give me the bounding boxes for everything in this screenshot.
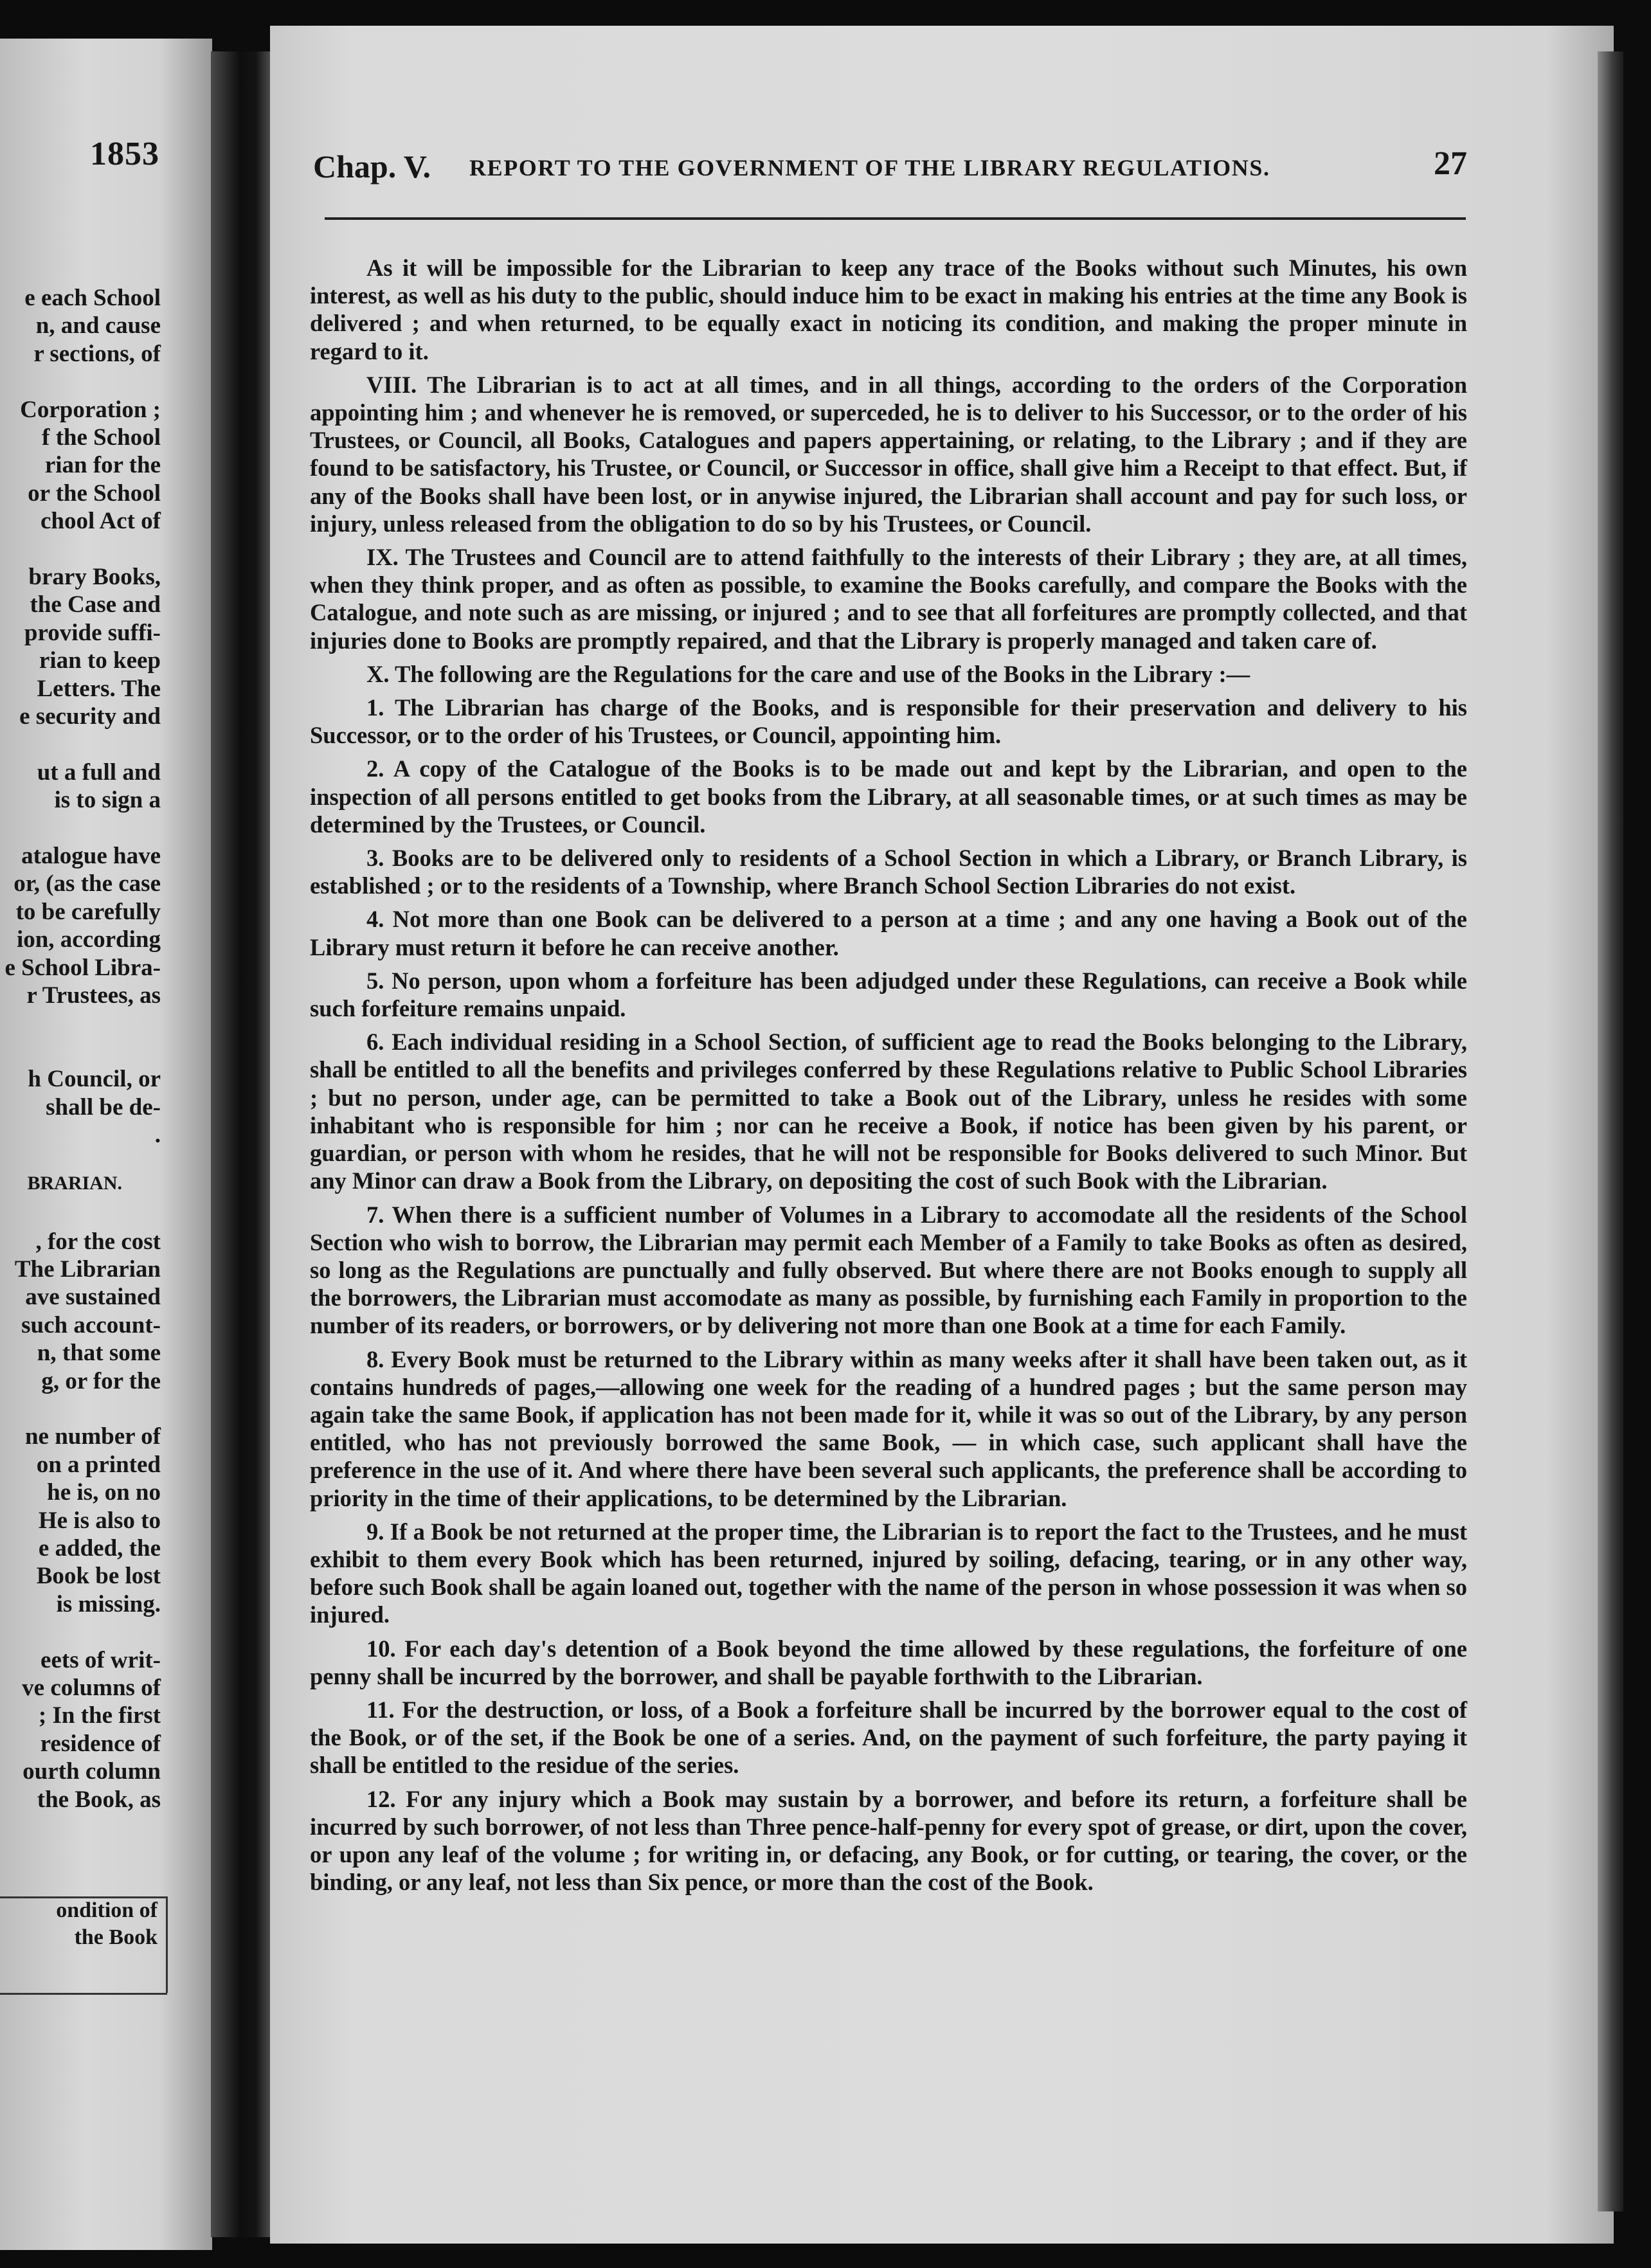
previous-page-line: ve columns of <box>22 1675 161 1701</box>
previous-page-line: provide suffi- <box>24 619 161 646</box>
paragraph: VIII. The Librarian is to act at all times, and in all things, according to the orders of the Corporation appointing him ; and whenever he is removed, or superceded, he is to deliver to his Successor, or to the order of his Trustees, or Council, all Books, Catalogues and papers appertaining, or relating, to the Library ; and if they are found to be satisfactory, his Trustee, or Council, or Successor in office, shall give him a Receipt to that effect. But, if any of the Books shall have been lost, or in anywise injured, the Librarian shall account and pay for such loss, or injury, unless released from the obligation to do so by his Trustees, or Council. <box>310 371 1467 537</box>
previous-page-line: ut a full and <box>37 759 161 786</box>
previous-page-text <box>0 39 212 2250</box>
previous-page-line: is to sign a <box>54 787 161 814</box>
chapter-label: Chap. V. <box>313 148 431 184</box>
paragraph: 3. Books are to be delivered only to residents of a School Section in which a Library, or Branch Library, is established ; or to the residents of a Township, where Branch School Section Libraries do not exist. <box>310 845 1467 899</box>
previous-page-line: He is also to <box>38 1507 161 1534</box>
page-edge <box>1598 51 1623 2211</box>
previous-page-line: e security and <box>19 703 161 730</box>
paragraph: 11. For the destruction, or loss, of a Book a forfeiture shall be incurred by the borrower equal to the cost of the Book, or of the set, if the Book be one of a series. And, on the payment of such forfeiture, the party paying it shall be entitled to the residue of the series. <box>310 1696 1467 1779</box>
previous-page-line: Corporation ; <box>20 396 161 423</box>
paragraph: 1. The Librarian has charge of the Books, and is responsible for their preservation and delivery to his Successor, or to the order of his Trustees, or Council, appointing him. <box>310 694 1467 749</box>
previous-page-line: h Council, or <box>28 1066 161 1093</box>
previous-page-line: atalogue have <box>21 843 161 869</box>
previous-page-line: The Librarian <box>14 1256 161 1282</box>
previous-page-line: is missing. <box>56 1590 161 1617</box>
previous-page-line: n, that some <box>37 1340 161 1367</box>
previous-page-box-border <box>166 1896 168 1993</box>
paragraph: 7. When there is a sufficient number of Volumes in a Library to accomodate all the residents of the School Section who wish to borrow, the Librarian may permit each Member of a Family to take Books as often as desired, so long as the Regulations are punctually and fully observed. But where there are not Books enough to supply all the borrowers, the Librarian must accomodate as many as possible, by furnishing each Family in proportion to the number of its readers, or borrowers, or by delivering not more than one Book at a time for each Family. <box>310 1201 1467 1339</box>
previous-page-line: n, and cause <box>35 312 161 339</box>
previous-page-line: ; In the first <box>38 1702 161 1729</box>
previous-page-line: shall be de- <box>46 1094 161 1120</box>
paragraph: 2. A copy of the Catalogue of the Books is to be made out and kept by the Librarian, and open to the inspection of all persons entitled to get books from the Library, at all seasonable times, or at such times as may be determined by the Trustees, or Council. <box>310 755 1467 838</box>
paragraph: 6. Each individual residing in a School Section, of sufficient age to read the Books belonging to the Library, shall be entitled to all the benefits and privileges conferred by these Regulations relative to Public School Libraries ; but no person, under age, can be permitted to take a Book out of the Library, unless he resides with some inhabitant who is responsible for him ; nor can he receive a Book, if notice has been given by his parent, or guardian, or person with whom he resides, that he will not be responsible for Books delivered to such Minor. But any Minor can draw a Book from the Library, on depositing the cost of such Book with the Librarian. <box>310 1029 1467 1194</box>
previous-page-line: chool Act of <box>40 508 161 535</box>
header-rule <box>325 217 1466 220</box>
previous-page-line: r sections, of <box>33 340 161 367</box>
previous-page-line: rian for the <box>44 452 161 479</box>
paragraph: 4. Not more than one Book can be delivered to a person at a time ; and any one having a Book out of the Library must return it before he can receive another. <box>310 906 1467 960</box>
previous-page-line: or the School <box>28 480 161 507</box>
previous-page-line: . <box>154 1122 161 1148</box>
previous-page-line: f the School <box>42 424 161 451</box>
previous-page-line: he is, on no <box>47 1479 161 1506</box>
previous-page-line: brary Books, <box>28 564 161 590</box>
previous-page-line: on a printed <box>36 1451 161 1478</box>
previous-page-line: e added, the <box>38 1535 161 1562</box>
previous-page-line: ion, according <box>16 926 161 953</box>
previous-page-line: , for the cost <box>35 1228 161 1255</box>
previous-page-line: e School Libra- <box>5 954 161 981</box>
paragraph: 12. For any injury which a Book may sustain by a borrower, and before its return, a forfeiture shall be incurred by such borrower, of not less than Three pence-half-penny for every spot of grease, or dirt, upon the cover, or upon any leaf of the volume ; for writing in, or defacing, any Book, or for cutting, or tearing, the cover, or the binding, or any leaf, not less than Six pence, or more than the cost of the Book. <box>310 1785 1467 1896</box>
previous-page-line: ne number of <box>24 1423 161 1450</box>
previous-page-line: Letters. The <box>37 675 161 702</box>
previous-page-box-line: the Book <box>74 1925 158 1949</box>
previous-page-line: rian to keep <box>39 647 161 674</box>
previous-page-line: ave sustained <box>25 1284 161 1311</box>
previous-page-line: the Case and <box>30 591 161 618</box>
previous-page-line: eets of writ- <box>41 1646 161 1673</box>
previous-page-line: such account- <box>21 1311 161 1338</box>
previous-page-line: r Trustees, as <box>26 982 161 1009</box>
paragraph: 10. For each day's detention of a Book beyond the time allowed by these regulations, the forfeiture of one penny shall be incurred by the borrower, and shall be payable forthwith to the Librarian. <box>310 1635 1467 1689</box>
previous-page-line: to be carefully <box>15 898 161 925</box>
previous-page-line: BRARIAN. <box>27 1172 122 1194</box>
previous-page-box-border <box>0 1993 167 1995</box>
previous-page-line: g, or for the <box>41 1367 161 1394</box>
paragraph: 9. If a Book be not returned at the proper time, the Librarian is to report the fact to the Trustees, and he must exhibit to them every Book which has been returned, injured by soiling, defacing, tearing, or in any other way, before such Book shall be again loaned out, together with the name of the person in whose possession it was when so injured. <box>310 1518 1467 1628</box>
previous-page-box-line: ondition of <box>56 1898 158 1922</box>
previous-page-line: ourth column <box>23 1758 161 1785</box>
previous-page-fragment <box>0 39 212 2250</box>
previous-page-line: residence of <box>40 1730 161 1757</box>
previous-page-year: 1853 <box>90 136 159 172</box>
previous-page-box-border <box>0 1896 167 1898</box>
paragraph: IX. The Trustees and Council are to attend faithfully to the interests of their Library ; they are, at all times, when they think proper, and as often as possible, to examine the Books carefully, and compare the Books with the Catalogue, and note such as are missing, or injured ; and to see that all forfeitures are promptly collected, and that injuries done to Books are promptly repaired, and that the Library is properly managed and taken care of. <box>310 544 1467 654</box>
paragraph: 8. Every Book must be returned to the Library within as many weeks after it shall have been taken out, as it contains hundreds of pages,—allowing one week for the reading of a hundred pages ; but the same person may again take the same Book, if application has not been made for it, while it was so out of the Library, by any person entitled, who has not previously borrowed the same Book, — in which case, such applicant shall have the preference in the use of it. And where there have been several such applicants, the preference shall be according to priority in the time of their applications, to be determined by the Librarian. <box>310 1346 1467 1511</box>
paragraph: 5. No person, upon whom a forfeiture has been adjudged under these Regulations, can receive a Book while such forfeiture remains unpaid. <box>310 967 1467 1022</box>
paragraph: As it will be impossible for the Librarian to keep any trace of the Books without such Minutes, his own interest, as well as his duty to the public, should induce him to be exact in making his entries at the time any Book is delivered ; and when returned, to be equally exact in noticing its condition, and making the proper minute in regard to it. <box>310 255 1467 364</box>
running-title: REPORT TO THE GOVERNMENT OF THE LIBRARY REGULATIONS. <box>469 155 1270 181</box>
book-gutter <box>211 51 275 2237</box>
previous-page-line: e each School <box>24 285 161 311</box>
previous-page-line: the Book, as <box>37 1786 161 1813</box>
body-text <box>310 254 1467 1902</box>
page-number: 27 <box>1434 145 1467 182</box>
previous-page-line: or, (as the case <box>14 870 161 897</box>
paragraph: X. The following are the Regulations for the care and use of the Books in the Library :— <box>366 660 1250 687</box>
previous-page-line: Book be lost <box>36 1563 161 1590</box>
